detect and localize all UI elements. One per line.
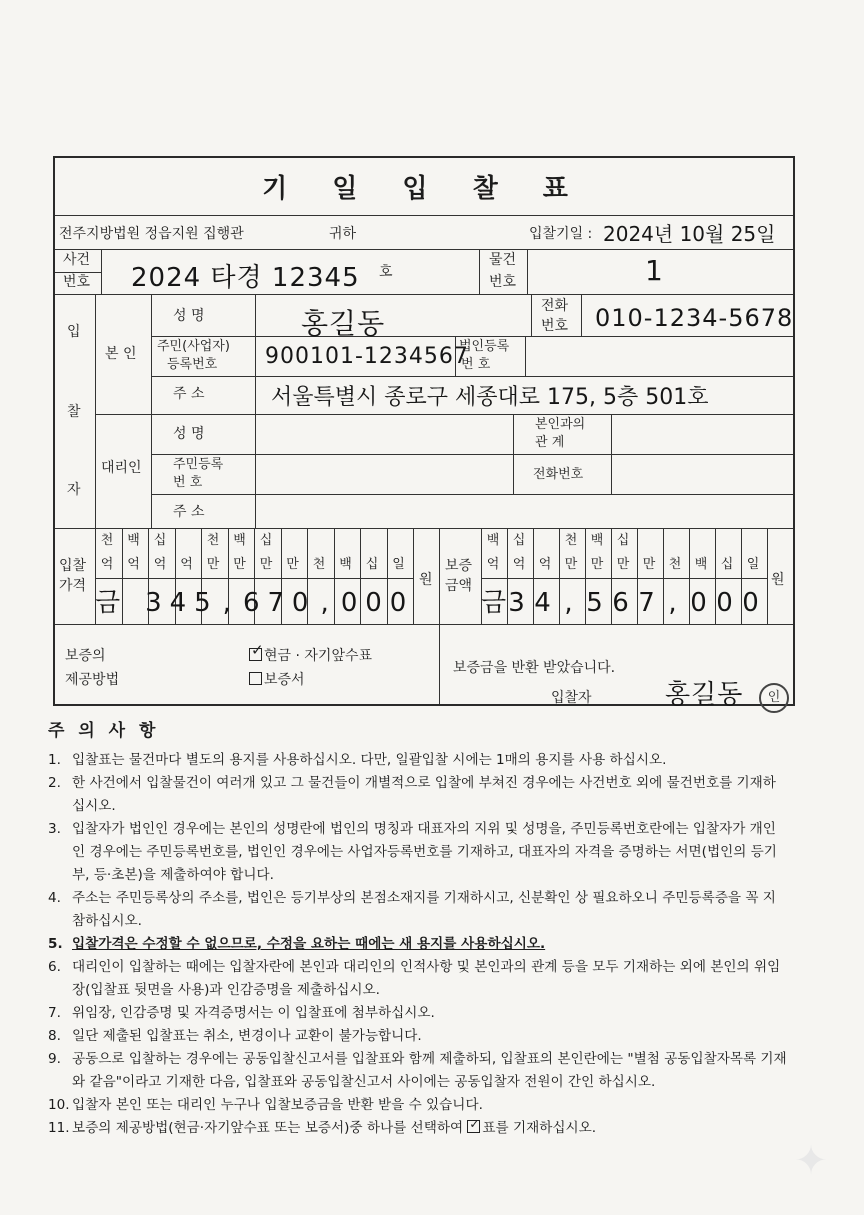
divider — [55, 215, 793, 216]
column-header: 천 — [564, 533, 578, 548]
amount-digit[interactable]: 3 — [508, 588, 526, 618]
deposit-label-2: 금액 — [445, 578, 473, 594]
amount-digit[interactable]: 4 — [169, 588, 188, 618]
column-header-unit: 일 — [746, 557, 760, 572]
column-header-unit: 백 — [339, 557, 352, 572]
amount-digit[interactable]: 0 — [389, 588, 408, 618]
notes-section — [48, 716, 788, 1140]
column-header: 십 — [512, 533, 526, 548]
item-number[interactable]: 1 — [645, 254, 664, 287]
deposit-method-label-2: 제공방법 — [65, 672, 120, 688]
bid-date-value[interactable]: 2024년 10월 25일 — [603, 222, 776, 246]
column-header-unit: 만 — [286, 557, 299, 572]
court-name: 전주지방법원 정읍지원 집행관 — [59, 226, 244, 242]
column-header: 십 — [259, 533, 273, 548]
note-number: 9. — [48, 1051, 61, 1067]
amount-digit[interactable]: , — [564, 588, 574, 618]
bid-form — [53, 156, 795, 710]
column-header: 천 — [206, 533, 220, 548]
case-label: 사건 — [63, 252, 91, 268]
amount-digit[interactable]: 금 — [481, 588, 508, 618]
option-cash[interactable] — [249, 641, 373, 665]
column-header: 천 — [100, 533, 114, 548]
case-number[interactable]: 2024 타경 12345 — [131, 263, 360, 293]
bidder-label-2: 찰 — [67, 404, 81, 420]
principal-phone[interactable]: 010-1234-5678 — [595, 304, 794, 332]
amount-digit[interactable]: 0 — [365, 588, 383, 618]
option-cash-label: 현금 · 자기앞수표 — [264, 648, 373, 664]
note-item — [48, 887, 788, 933]
column-header-unit: 백 — [694, 557, 708, 572]
bid-price-label-2: 가격 — [59, 578, 87, 594]
principal-name[interactable]: 홍길동 — [301, 307, 386, 340]
notes-heading: 주 의 사 항 — [48, 721, 160, 741]
note-number: 11. — [48, 1120, 70, 1136]
cash-checkbox[interactable]: ✓ — [251, 641, 264, 659]
column-header-unit: 만 — [616, 557, 630, 572]
amount-digit[interactable]: 7 — [638, 588, 656, 618]
note-number: 7. — [48, 1005, 61, 1021]
note-item — [48, 933, 788, 956]
note-item — [48, 749, 788, 772]
principal-address[interactable]: 서울특별시 종로구 세종대로 175, 5층 501호 — [271, 385, 709, 410]
option-bond-label: 보증서 — [264, 672, 305, 688]
note-number: 5. — [48, 936, 63, 952]
note-text: 보증의 제공방법(현금·자기앞수표 또는 보증서)중 하나를 선택하여 — [72, 1120, 468, 1136]
relation-label-2: 관 계 — [535, 435, 565, 450]
receipt-text: 보증금을 반환 받았습니다. — [453, 660, 616, 676]
note-text: 한 사건에서 입찰물건이 여러개 있고 그 물건들이 개별적으로 입찰에 부쳐진 경우에는 사건번호 외에 물건번호를 기재하십시오. — [72, 775, 776, 814]
column-header-unit: 억 — [512, 557, 526, 572]
note-number: 8. — [48, 1028, 61, 1044]
column-header-unit: 억 — [153, 557, 167, 572]
column-header-unit: 만 — [564, 557, 578, 572]
column-header-unit: 십 — [365, 557, 379, 572]
note-item — [48, 1002, 788, 1025]
note-text: 입찰가격은 수정할 수 없으므로, 수정을 요하는 때에는 새 용지를 사용하십시오. — [72, 936, 546, 952]
checked-box-icon: ✓ — [469, 1117, 480, 1131]
seal-stamp: 인 — [759, 683, 789, 713]
note-item — [48, 1094, 788, 1117]
name-label: 성 명 — [173, 308, 205, 324]
note-item — [48, 1117, 788, 1140]
note-number: 2. — [48, 775, 61, 791]
sparkle-icon: ✦ — [794, 1138, 828, 1184]
relation-label: 본인과의 — [535, 417, 586, 432]
note-item — [48, 772, 788, 818]
note-text: 입찰자가 법인인 경우에는 본인의 성명란에 법인의 명칭과 대표자의 지위 및 성명을, 주민등록번호란에는 입찰자가 개인인 경우에는 주민등록번호를, 법인인 경우에는 사업자등록번호를 기재하고, 대표자의 자격을 증명하는 서면(법인의 등기부, 등·초본)을 제출하여야 합니다. — [72, 821, 777, 883]
corp-label: 법인등록 — [459, 339, 510, 354]
agent-resident-label-2: 번 호 — [173, 475, 203, 490]
amount-digit[interactable]: 0 — [742, 588, 760, 618]
column-header: 백 — [233, 533, 246, 548]
note-text: 대리인이 입찰하는 때에는 입찰자란에 본인과 대리인의 인적사항 및 본인과의 관계 등을 모두 기재하는 외에 본인의 위임장(입찰표 뒷면을 사용)과 인감증명을 제출하십시오. — [72, 959, 781, 998]
note-text: 입찰표는 물건마다 별도의 용지를 사용하십시오. 다만, 일괄입찰 시에는 1매의 용지를 사용 하십시오. — [72, 752, 667, 768]
column-header-unit: 억 — [100, 557, 114, 572]
note-number: 3. — [48, 821, 61, 837]
bidder-label-1: 입 — [67, 324, 81, 340]
amount-digit[interactable]: 5 — [586, 588, 604, 618]
column-header-unit: 만 — [206, 557, 220, 572]
column-header: 십 — [616, 533, 630, 548]
amount-digit[interactable]: 0 — [716, 588, 734, 618]
note-item — [48, 1025, 788, 1048]
column-header-unit: 만 — [642, 557, 656, 572]
column-header-unit: 억 — [127, 557, 140, 572]
case-label-2: 번호 — [63, 274, 91, 290]
principal-resident[interactable]: 900101-1234567 — [265, 344, 469, 369]
note-text: 일단 제출된 입찰표는 취소, 변경이나 교환이 불가능합니다. — [72, 1028, 422, 1044]
resident-label-2: 등록번호 — [167, 357, 218, 372]
column-header-unit: 만 — [259, 557, 273, 572]
note-text: 입찰자 본인 또는 대리인 누구나 입찰보증금을 반환 받을 수 있습니다. — [72, 1097, 483, 1113]
column-header-unit: 천 — [668, 557, 682, 572]
column-header: 십 — [153, 533, 167, 548]
column-header: 백 — [590, 533, 604, 548]
case-suffix: 호 — [379, 264, 393, 280]
bid-price-label: 입찰 — [59, 558, 87, 574]
bidder-label-3: 자 — [67, 482, 81, 498]
phone-label-2: 번호 — [541, 318, 569, 334]
deposit-method-label: 보증의 — [65, 648, 106, 664]
amount-digit[interactable]: 4 — [534, 588, 552, 618]
column-header: 백 — [127, 533, 140, 548]
note-text: 주소는 주민등록상의 주소를, 법인은 등기부상의 본점소재지를 기재하시고, 신분확인 상 필요하오니 주민등록증을 꼭 지참하십시오. — [72, 890, 776, 929]
signer-label: 입찰자 — [551, 690, 592, 706]
address-label: 주 소 — [173, 386, 205, 402]
court-suffix: 귀하 — [329, 226, 357, 242]
item-label-2: 번호 — [489, 274, 517, 290]
note-text: 위임장, 인감증명 및 자격증명서는 이 입찰표에 첨부하십시오. — [72, 1005, 435, 1021]
amount-digit[interactable]: 6 — [612, 588, 630, 618]
phone-label: 전화 — [541, 298, 569, 314]
option-bond[interactable] — [249, 672, 305, 689]
amount-digit[interactable]: , — [222, 588, 232, 618]
note-number: 6. — [48, 959, 61, 975]
amount-digit[interactable]: 7 — [267, 588, 285, 618]
amount-digit[interactable]: 0 — [291, 588, 310, 618]
item-label: 물건 — [489, 252, 517, 268]
won-label: 원 — [419, 572, 433, 588]
form-title: 기 일 입 찰 표 — [262, 174, 586, 204]
note-item — [48, 956, 788, 1002]
agent-phone-label: 전화번호 — [533, 467, 584, 482]
agent-address-label: 주 소 — [173, 504, 205, 520]
signer-name[interactable]: 홍길동 — [665, 680, 744, 710]
column-header-unit: 억 — [486, 557, 500, 572]
note-text-end: 표를 기재하십시오. — [482, 1120, 597, 1136]
bond-checkbox[interactable] — [249, 672, 262, 685]
amount-digit[interactable]: 3 — [145, 588, 163, 618]
column-header-unit: 억 — [180, 557, 193, 572]
bid-date-label: 입찰기일 : — [529, 226, 593, 242]
amount-digit[interactable]: 5 — [194, 588, 212, 618]
amount-digit[interactable]: 금 — [95, 588, 122, 618]
note-item — [48, 818, 788, 887]
amount-digit[interactable]: 0 — [690, 588, 708, 618]
column-header-unit: 일 — [392, 557, 405, 572]
deposit-label: 보증 — [445, 558, 473, 574]
corp-label-2: 번 호 — [461, 357, 491, 372]
column-header-unit: 만 — [233, 557, 246, 572]
agent-name-label: 성 명 — [173, 426, 205, 442]
amount-digit[interactable]: , — [668, 588, 678, 618]
column-header-unit: 만 — [590, 557, 604, 572]
note-number: 4. — [48, 890, 61, 906]
agent-resident-label: 주민등록 — [173, 457, 224, 472]
agent-label: 대리인 — [101, 460, 142, 476]
won-label-2: 원 — [771, 572, 785, 588]
column-header: 백 — [486, 533, 500, 548]
column-header-unit: 십 — [720, 557, 734, 572]
amount-digit[interactable]: , — [320, 588, 330, 618]
column-header-unit: 억 — [538, 557, 552, 572]
principal-label: 본 인 — [105, 346, 137, 362]
note-item — [48, 1048, 788, 1094]
resident-label: 주민(사업자) — [157, 339, 230, 354]
amount-digit[interactable]: 6 — [242, 588, 261, 618]
note-number: 1. — [48, 752, 61, 768]
column-header-unit: 천 — [312, 557, 326, 572]
note-number: 10. — [48, 1097, 70, 1113]
note-text: 공동으로 입찰하는 경우에는 공동입찰신고서를 입찰표와 함께 제출하되, 입찰표의 본인란에는 "별첨 공동입찰자목록 기재와 같음"이라고 기재한 다음, 입찰표와 공동입찰신고서 사이에는 공동입찰자 전원이 간인 하십시오. — [72, 1051, 787, 1090]
amount-digit[interactable]: 0 — [340, 588, 359, 618]
